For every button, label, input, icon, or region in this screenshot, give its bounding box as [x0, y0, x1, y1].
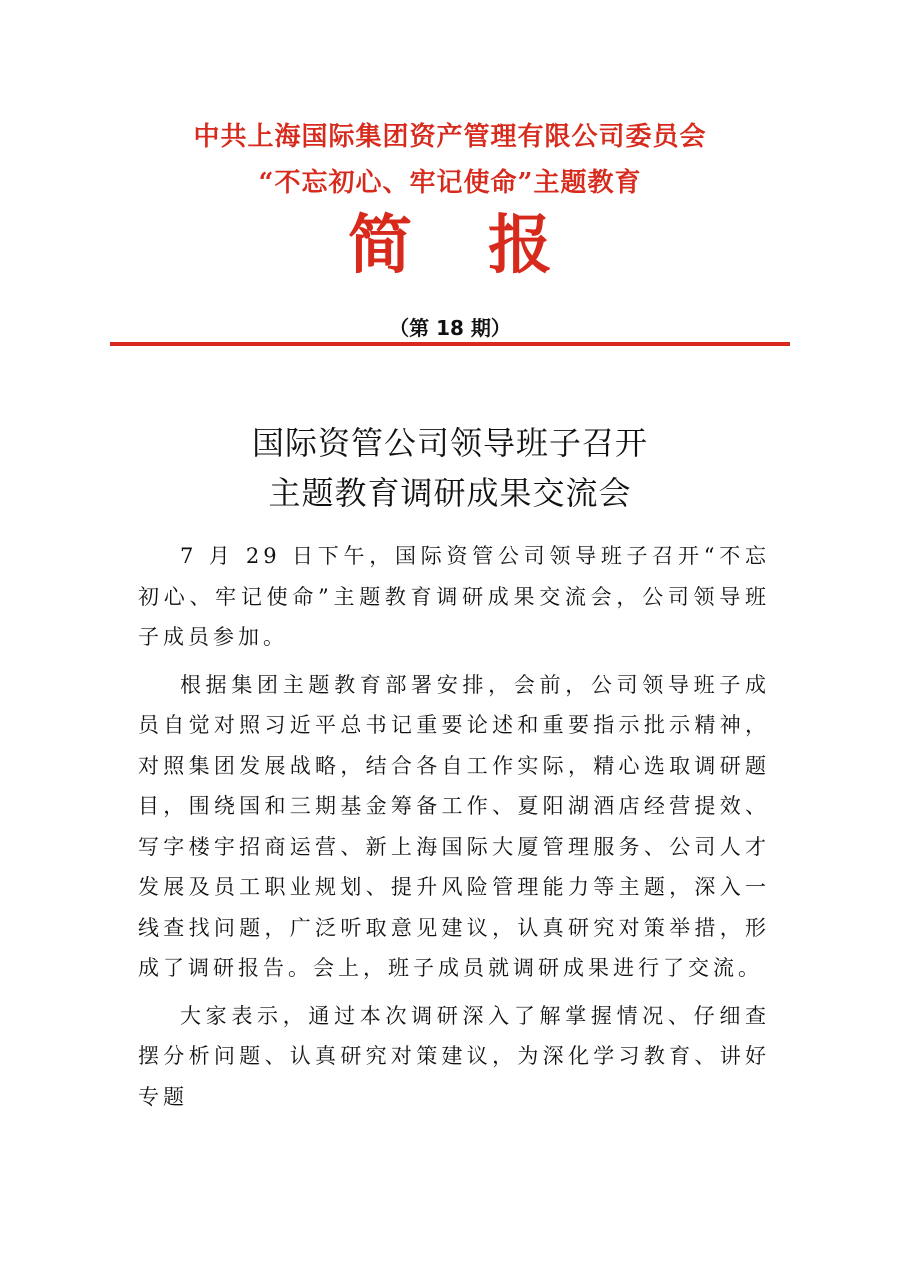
- masthead-char-bao: 报: [488, 208, 552, 283]
- organization-title: 中共上海国际集团资产管理有限公司委员会: [193, 122, 707, 152]
- article-title-line-2: 主题教育调研成果交流会: [268, 474, 632, 512]
- article-body: [138, 536, 770, 1124]
- theme-title: “不忘初心、牢记使命”主题教育: [258, 168, 642, 198]
- paragraph-1: 7 月 29 日下午，国际资管公司领导班子召开“不忘初心、牢记使命”主题教育调研成果交流会，公司领导班子成员参加。: [138, 544, 770, 649]
- red-divider: [110, 342, 790, 346]
- article-title-line-1: 国际资管公司领导班子召开: [251, 424, 648, 462]
- briefing-masthead: [0, 210, 900, 282]
- paragraph-3: 大家表示，通过本次调研深入了解掌握情况、仔细查摆分析问题、认真研究对策建议，为深化学习教育、讲好专题: [138, 1003, 770, 1109]
- paragraph-2: 根据集团主题教育部署安排，会前，公司领导班子成员自觉对照习近平总书记重要论述和重要指示批示精神，对照集团发展战略，结合各自工作实际，精心选取调研题目，围绕国和三期基金筹备工作、夏阳湖酒店经营提效、写字楼宇招商运营、新上海国际大厦管理服务、公司人才发展及员工职业规划、提升风险管理能力等主题，深入一线查找问题，广泛听取意见建议，认真研究对策举措，形成了调研报告。会上，班子成员就调研成果进行了交流。: [138, 672, 770, 980]
- masthead-char-jian: 简: [348, 208, 412, 283]
- issue-number: （第 18 期）: [389, 316, 511, 340]
